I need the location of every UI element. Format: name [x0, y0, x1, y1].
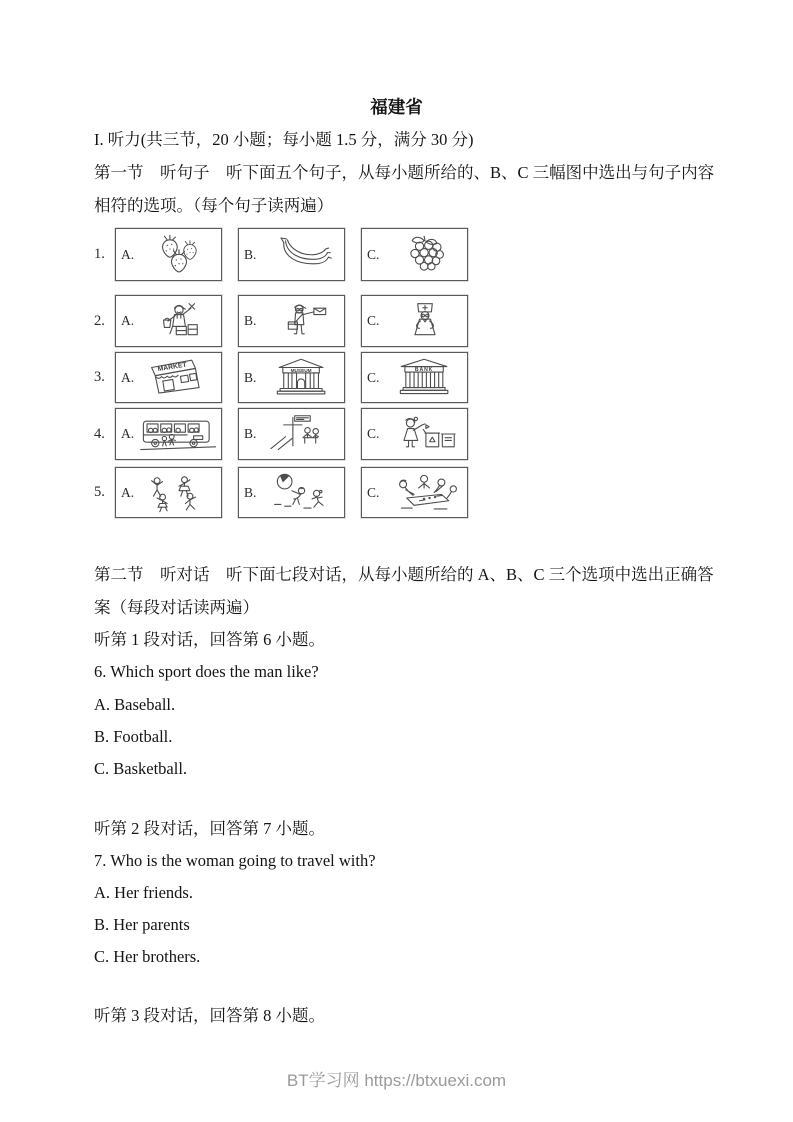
- picture-option-cell: [115, 228, 222, 281]
- row-number: 5.: [94, 484, 105, 500]
- bank-sign-text: BANK: [414, 367, 434, 374]
- picture-option-cell: [238, 352, 345, 403]
- table-children-illustration: [383, 470, 467, 515]
- option-label: A.: [121, 426, 135, 441]
- market-sign-text: MARKET: [157, 361, 188, 374]
- picture-row-2: [94, 295, 468, 347]
- option-label: B.: [244, 246, 257, 262]
- dialogue1-prompt: 听第 1 段对话，回答第 6 小题。: [94, 630, 325, 649]
- picture-row-5: [94, 467, 468, 518]
- option-label: B.: [244, 426, 257, 441]
- picture-option-cell: [238, 295, 345, 347]
- question-7: 7. Who is the woman going to travel with?: [94, 851, 376, 870]
- picture-option-cell: [361, 467, 468, 518]
- picture-option-cell: [238, 467, 345, 518]
- option-label: C.: [367, 246, 380, 262]
- picture-option-cell: [361, 228, 468, 281]
- row-number: 3.: [94, 369, 105, 385]
- dancing-children-illustration: [137, 470, 221, 515]
- bananas-illustration: [260, 231, 344, 278]
- picture-option-cell: [115, 295, 222, 347]
- part2-instruction-line1: 第二节 听对话 听下面七段对话，从每小题所给的 A、B、C 三个选项中选出正确答: [94, 565, 714, 584]
- worker-illustration: [137, 298, 221, 344]
- question-6-option-b: B. Football.: [94, 727, 173, 746]
- option-label: B.: [244, 313, 257, 328]
- option-label: A.: [121, 313, 135, 328]
- question-7-option-c: C. Her brothers.: [94, 947, 201, 966]
- row-number: 4.: [94, 425, 105, 442]
- row-number: 2.: [94, 312, 105, 329]
- question-7-option-a: A. Her friends.: [94, 883, 193, 902]
- ball-game-illustration: [260, 470, 344, 515]
- museum-sign-text: MUSEUM: [290, 369, 312, 375]
- part1-instruction-line2: 相符的选项。（每个句子读两遍）: [94, 196, 334, 215]
- option-label: A.: [121, 369, 135, 385]
- picture-option-cell: [115, 352, 222, 403]
- trash-sorting-illustration: [383, 411, 467, 457]
- bank-illustration: [383, 355, 467, 400]
- question-6-option-a: A. Baseball.: [94, 695, 176, 714]
- option-label: C.: [367, 313, 380, 328]
- option-label: B.: [244, 369, 257, 385]
- postman-illustration: [260, 298, 344, 344]
- bus-illustration: [137, 411, 221, 457]
- museum-illustration: [260, 355, 344, 400]
- bus-stop-illustration: [260, 411, 344, 457]
- option-label: C.: [367, 369, 380, 385]
- picture-row-1: [94, 228, 468, 281]
- grapes-illustration: [383, 231, 467, 278]
- dialogue3-prompt: 听第 3 段对话，回答第 8 小题。: [94, 1006, 325, 1025]
- strawberries-illustration: [137, 231, 221, 278]
- picture-option-cell: [238, 408, 345, 460]
- option-label: B.: [244, 484, 257, 500]
- page-title: 福建省: [370, 97, 423, 117]
- dialogue2-prompt: 听第 2 段对话，回答第 7 小题。: [94, 819, 325, 838]
- doctor-illustration: [383, 298, 467, 344]
- picture-option-cell: [115, 467, 222, 518]
- question-6: 6. Which sport does the man like?: [94, 662, 319, 681]
- part2-instruction-line2: 案（每段对话读两遍）: [94, 598, 259, 617]
- site-footer: BT学习网 https://btxuexi.com: [286, 1071, 507, 1090]
- question-6-option-c: C. Basketball.: [94, 759, 188, 778]
- option-label: C.: [367, 426, 380, 441]
- option-label: C.: [367, 484, 380, 500]
- picture-row-3: [94, 352, 468, 403]
- option-label: A.: [121, 484, 135, 500]
- picture-option-cell: [361, 408, 468, 460]
- picture-option-cell: [238, 228, 345, 281]
- market-illustration: [137, 355, 221, 400]
- picture-option-cell: [361, 295, 468, 347]
- row-number: 1.: [94, 246, 105, 262]
- question-7-option-b: B. Her parents: [94, 915, 190, 934]
- listening-heading: I. 听力(共三节，20 小题；每小题 1.5 分，满分 30 分): [94, 130, 474, 149]
- picture-row-4: [94, 408, 468, 460]
- option-label: A.: [121, 246, 135, 262]
- picture-option-cell: [115, 408, 222, 460]
- part1-instruction-line1: 第一节 听句子 听下面五个句子，从每小题所给的、B、C 三幅图中选出与句子内容: [94, 163, 715, 182]
- picture-option-cell: [361, 352, 468, 403]
